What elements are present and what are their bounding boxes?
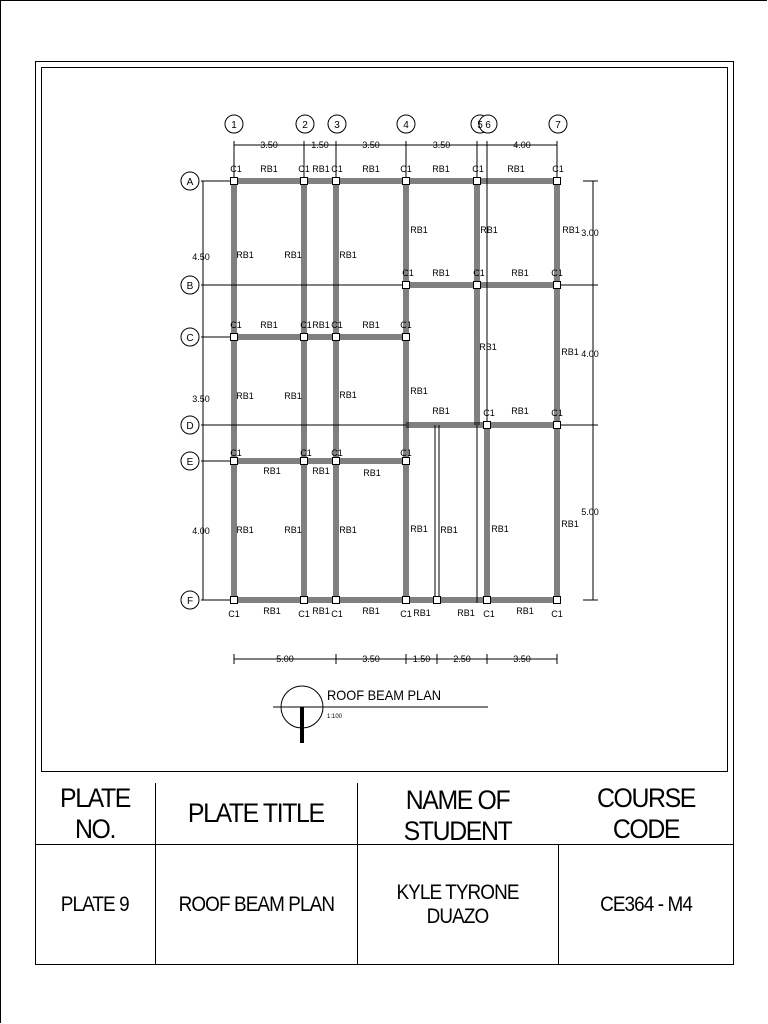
column-c1 bbox=[554, 422, 561, 429]
beam-label: RB1 bbox=[263, 606, 281, 616]
grid-bubble-label-A: A bbox=[186, 177, 194, 188]
column-c1 bbox=[333, 458, 340, 465]
header-plate-title: PLATE TITLE bbox=[188, 798, 324, 828]
column-c1 bbox=[231, 334, 238, 341]
column-label: C1 bbox=[551, 408, 563, 418]
header-plate-title-cell bbox=[155, 783, 357, 844]
grid-bubble-label-5: 5 bbox=[477, 120, 483, 131]
beam-label: RB1 bbox=[312, 320, 330, 330]
grid-bubble-label-3: 3 bbox=[334, 120, 340, 131]
beam-label: RB1 bbox=[236, 391, 254, 401]
column-label: C1 bbox=[400, 609, 412, 619]
bottom-dimension: 3.50 bbox=[513, 654, 531, 664]
column-c1 bbox=[231, 178, 238, 185]
column-c1 bbox=[403, 178, 410, 185]
bottom-dimension: 1.50 bbox=[412, 654, 431, 664]
plate-no-value: PLATE 9 bbox=[61, 892, 129, 916]
course-code-cell bbox=[558, 844, 734, 965]
column-label: C1 bbox=[400, 164, 412, 174]
beam-label: RB1 bbox=[284, 525, 302, 535]
column-c1 bbox=[403, 597, 410, 604]
plate-title-cell bbox=[155, 844, 357, 965]
beam-label: RB1 bbox=[457, 608, 475, 618]
header-name-of-student: NAME OF STUDENT bbox=[403, 784, 512, 846]
grid-bubble-label-C: C bbox=[186, 333, 194, 344]
column-c1 bbox=[301, 334, 308, 341]
column-c1 bbox=[333, 334, 340, 341]
column-c1 bbox=[554, 282, 561, 289]
top-dimension: 3.50 bbox=[432, 140, 451, 150]
column-label: C1 bbox=[400, 448, 412, 458]
beam-label: RB1 bbox=[284, 250, 302, 260]
column-label: C1 bbox=[230, 164, 242, 174]
grid-bubble-label-B: B bbox=[186, 281, 194, 292]
top-dimension: 1.50 bbox=[311, 140, 329, 150]
bottom-dimension: 5.00 bbox=[276, 654, 294, 664]
beam-label: RB1 bbox=[263, 466, 281, 476]
beam-label: RB1 bbox=[312, 466, 330, 476]
beam-label: RB1 bbox=[410, 225, 428, 235]
beam-label: RB1 bbox=[312, 606, 330, 616]
column-label: C1 bbox=[483, 408, 495, 418]
beam-label: RB1 bbox=[284, 391, 302, 401]
title-block bbox=[35, 783, 734, 965]
header-plate-no-cell bbox=[35, 783, 155, 844]
column-label: C1 bbox=[298, 609, 310, 619]
top-dimension: 3.50 bbox=[260, 140, 278, 150]
left-dimension: 4.50 bbox=[192, 252, 210, 262]
beam-label: RB1 bbox=[339, 250, 357, 260]
column-label: C1 bbox=[300, 320, 312, 330]
bottom-dimension: 3.50 bbox=[362, 654, 380, 664]
student-name-value: KYLE TYRONE DUAZO bbox=[396, 880, 519, 928]
beam-label: RB1 bbox=[511, 268, 529, 278]
column-c1 bbox=[301, 458, 308, 465]
grid-bubble-label-F: F bbox=[186, 596, 194, 607]
column-label: C1 bbox=[552, 164, 564, 174]
beam-label: RB1 bbox=[432, 164, 450, 174]
column-c1 bbox=[333, 178, 340, 185]
beam-label: RB1 bbox=[432, 268, 450, 278]
header-plate-no: PLATE NO. bbox=[60, 782, 130, 844]
grid-bubble-label-6: 6 bbox=[485, 120, 491, 131]
column-c1 bbox=[301, 178, 308, 185]
column-label: C1 bbox=[400, 320, 412, 330]
beam-label: RB1 bbox=[236, 250, 254, 260]
plan-scale: 1:100 bbox=[327, 714, 343, 720]
beam-label: RB1 bbox=[362, 164, 380, 174]
grid-bubble-label-2: 2 bbox=[302, 120, 308, 131]
column-label: C1 bbox=[331, 609, 343, 619]
grid-bubble-label-4: 4 bbox=[403, 120, 409, 131]
beam-label: RB1 bbox=[561, 347, 579, 357]
beam-label: RB1 bbox=[562, 225, 580, 235]
beam-label: RB1 bbox=[312, 164, 330, 174]
column-label: C1 bbox=[331, 448, 343, 458]
course-code-value: CE364 - M4 bbox=[600, 892, 692, 916]
column-c1 bbox=[403, 282, 410, 289]
right-dimension: 3.00 bbox=[581, 228, 599, 238]
column-c1 bbox=[474, 282, 481, 289]
column-label: C1 bbox=[230, 448, 242, 458]
header-student-cell bbox=[357, 783, 558, 844]
column-label: C1 bbox=[331, 164, 343, 174]
beam-label: RB1 bbox=[363, 468, 381, 478]
header-course-code: COURSE CODE bbox=[596, 782, 695, 844]
column-label: C1 bbox=[228, 609, 240, 619]
column-c1 bbox=[231, 458, 238, 465]
column-label: C1 bbox=[472, 164, 484, 174]
column-label: C1 bbox=[473, 268, 485, 278]
beam-label: RB1 bbox=[260, 320, 278, 330]
column-label: C1 bbox=[230, 320, 242, 330]
left-dimension: 4.00 bbox=[192, 526, 210, 536]
column-label: C1 bbox=[331, 320, 343, 330]
beam-label: RB1 bbox=[440, 525, 458, 535]
column-c1 bbox=[474, 178, 481, 185]
grid-bubble-label-E: E bbox=[186, 457, 194, 468]
column-c1 bbox=[333, 597, 340, 604]
column-label: C1 bbox=[298, 164, 310, 174]
beam-label: RB1 bbox=[260, 164, 278, 174]
beam-label: RB1 bbox=[480, 225, 498, 235]
beam-label: RB1 bbox=[511, 406, 529, 416]
column-c1 bbox=[554, 178, 561, 185]
beam-label: RB1 bbox=[410, 524, 428, 534]
beam-label: RB1 bbox=[339, 390, 357, 400]
column-c1 bbox=[403, 334, 410, 341]
left-dimension: 3.50 bbox=[192, 394, 210, 404]
beam-label: RB1 bbox=[432, 406, 450, 416]
column-label: C1 bbox=[483, 609, 495, 619]
right-dimension: 4.00 bbox=[581, 349, 599, 359]
beam-label: RB1 bbox=[491, 524, 509, 534]
beam-label: RB1 bbox=[413, 608, 431, 618]
column-label: C1 bbox=[551, 609, 563, 619]
column-c1 bbox=[554, 597, 561, 604]
beam-label: RB1 bbox=[362, 320, 380, 330]
grid-bubble-label-D: D bbox=[186, 421, 194, 432]
column-c1 bbox=[434, 597, 441, 604]
header-course-cell bbox=[558, 783, 734, 844]
beam-label: RB1 bbox=[561, 519, 579, 529]
beam-label: RB1 bbox=[516, 606, 534, 616]
column-c1 bbox=[301, 597, 308, 604]
column-label: C1 bbox=[300, 448, 312, 458]
student-name-cell bbox=[357, 844, 558, 965]
column-label: C1 bbox=[402, 268, 414, 278]
grid-bubble-label-1: 1 bbox=[231, 120, 237, 131]
beam-label: RB1 bbox=[339, 525, 357, 535]
column-c1 bbox=[403, 458, 410, 465]
beam-label: RB1 bbox=[507, 164, 525, 174]
column-c1 bbox=[484, 597, 491, 604]
column-c1 bbox=[484, 422, 491, 429]
plan-title: ROOF BEAM PLAN bbox=[327, 687, 441, 703]
beam-label: RB1 bbox=[236, 525, 254, 535]
top-dimension: 3.50 bbox=[362, 140, 380, 150]
column-c1 bbox=[231, 597, 238, 604]
plate-no-cell bbox=[35, 844, 155, 965]
top-dimension: 4.00 bbox=[513, 140, 531, 150]
beam-label: RB1 bbox=[479, 342, 497, 352]
beam-label: RB1 bbox=[362, 606, 380, 616]
plate-title-value: ROOF BEAM PLAN bbox=[178, 892, 334, 916]
bottom-dimension: 2.50 bbox=[453, 654, 471, 664]
right-dimension: 5.00 bbox=[581, 507, 599, 517]
beam-label: RB1 bbox=[410, 386, 428, 396]
grid-bubble-label-7: 7 bbox=[555, 120, 561, 131]
column-label: C1 bbox=[551, 268, 563, 278]
